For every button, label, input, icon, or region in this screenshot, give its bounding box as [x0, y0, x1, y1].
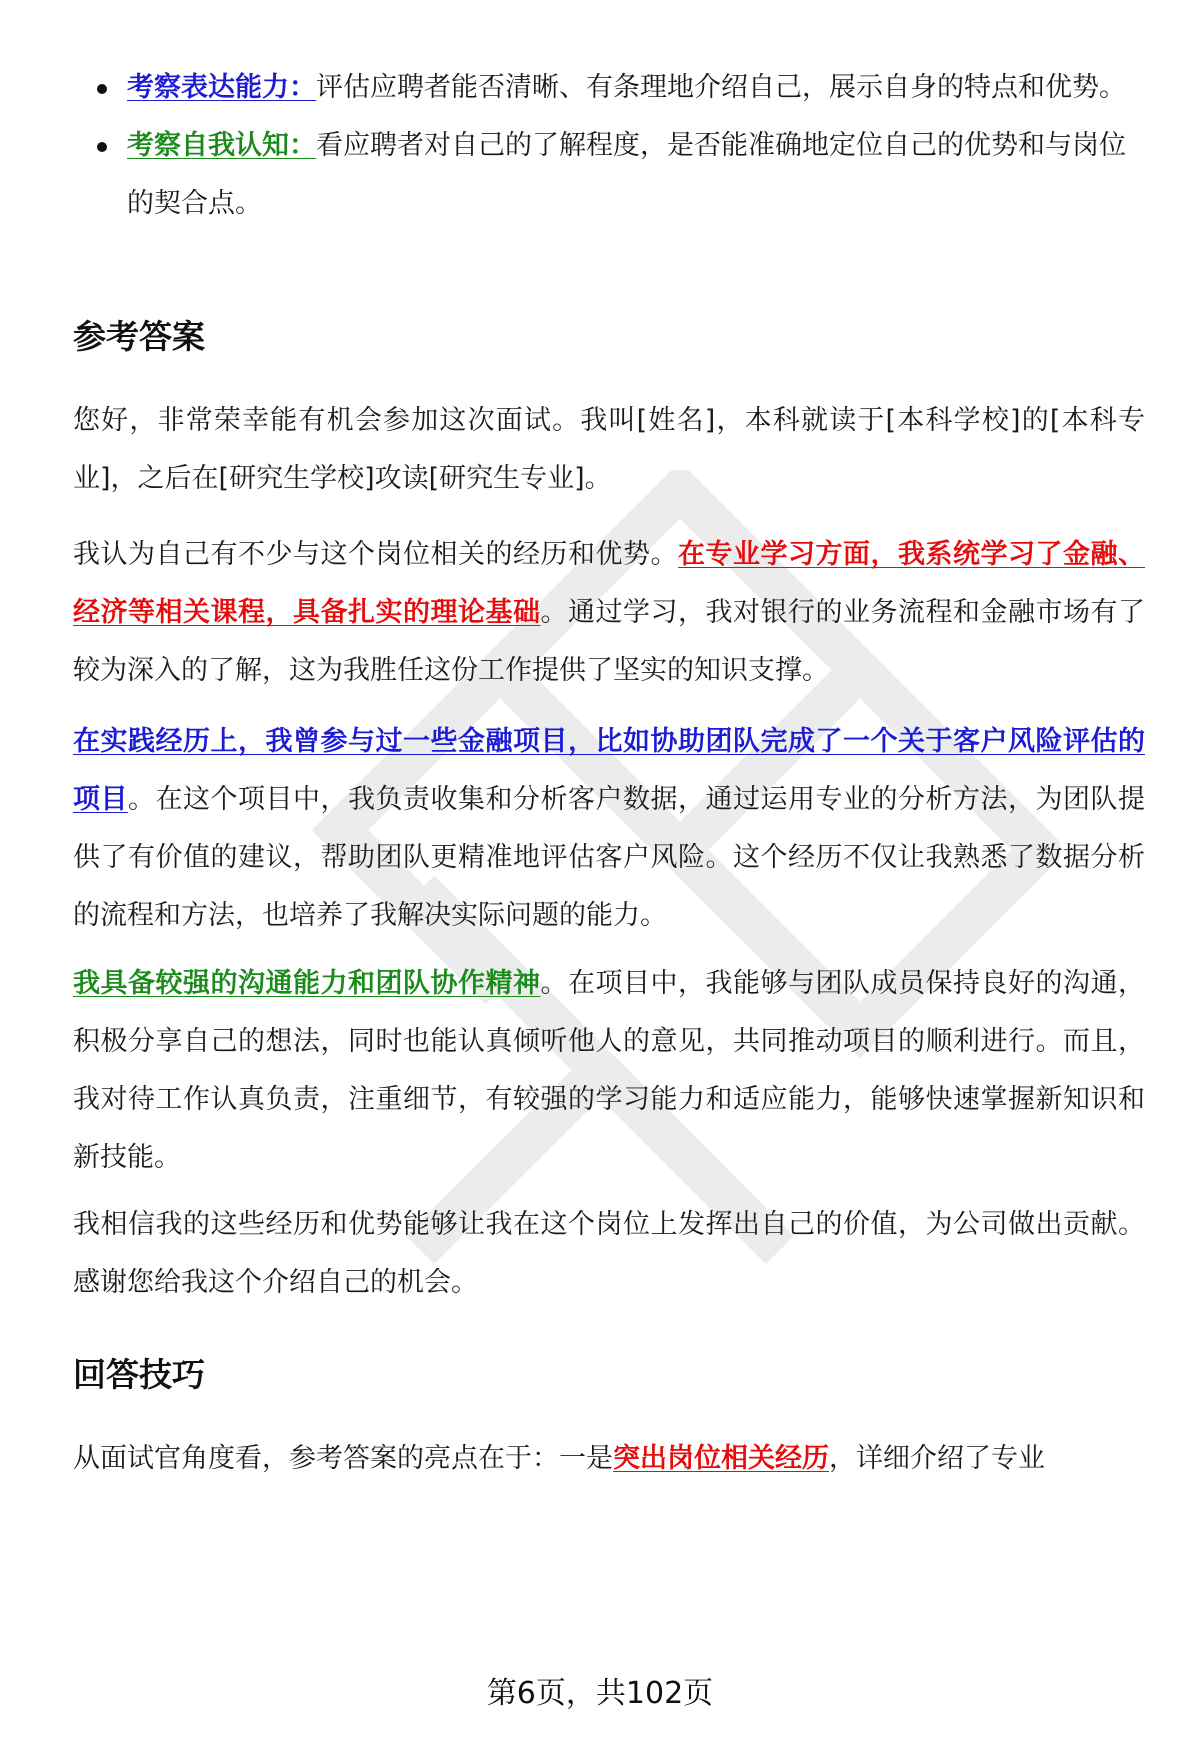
highlight-relevant-experience: 突出岗位相关经历: [613, 1443, 829, 1474]
answer-paragraph-study: [73, 526, 1145, 700]
evaluation-points-list: [97, 59, 1147, 233]
paragraph-text: 。在项目中，我能够与团队成员保持良好的沟通，积极分享自己的想法，同时也能认真倾听他人的意见，共同推动项目的顺利进行。而且，我对待工作认真负责，注重细节，有较强的学习能力和适应能力，能够快速掌握新知识和新技能。: [73, 968, 1145, 1173]
bullet-text: 看应聘者对自己的了解程度，是否能准确地定位自己的优势和与岗位的契合点。: [127, 130, 1126, 219]
paragraph-text: 从面试官角度看，参考答案的亮点在于：一是: [73, 1443, 613, 1474]
paragraph-text: 。通过学习，我对银行的业务流程和金融市场有了较为深入的了解，这为我胜任这份工作提供了坚实的知识支撑。: [73, 597, 1145, 686]
list-item: [97, 59, 1147, 117]
section-heading-answer-tips: 回答技巧: [73, 1355, 205, 1394]
paragraph-text: ，详细介绍了专业: [829, 1443, 1045, 1474]
bullet-icon: [97, 142, 107, 152]
tips-paragraph: [73, 1430, 1145, 1488]
highlight-study: 在专业学习方面，我系统学习了金融、经济等相关课程，具备扎实的理论基础: [73, 539, 1145, 628]
highlight-practice: 在实践经历上，我曾参与过一些金融项目，比如协助团队完成了一个关于客户风险评估的项目: [73, 726, 1145, 815]
answer-paragraph-practice: [73, 713, 1145, 945]
bullet-label-self-awareness: 考察自我认知：: [127, 130, 316, 161]
bullet-icon: [97, 84, 107, 94]
answer-paragraph-intro: 您好，非常荣幸能有机会参加这次面试。我叫[姓名]，本科就读于[本科学校]的[本科专业]，之后在[研究生学校]攻读[研究生专业]。: [73, 405, 1145, 494]
page-number: 第6页，共102页: [486, 1676, 714, 1711]
bullet-text: 评估应聘者能否清晰、有条理地介绍自己，展示自身的特点和优势。: [316, 72, 1126, 103]
paragraph-text: 我认为自己有不少与这个岗位相关的经历和优势。: [73, 539, 678, 570]
bullet-label-expression: 考察表达能力：: [127, 72, 316, 103]
list-item: [97, 117, 1147, 233]
paragraph-text: 。在这个项目中，我负责收集和分析客户数据，通过运用专业的分析方法，为团队提供了有价值的建议，帮助团队更精准地评估客户风险。这个经历不仅让我熟悉了数据分析的流程和方法，也培养了我解决实际问题的能力。: [73, 784, 1145, 931]
section-heading-reference-answer: 参考答案: [73, 317, 205, 356]
highlight-teamwork: 我具备较强的沟通能力和团队协作精神: [73, 968, 541, 999]
answer-paragraph-closing: 我相信我的这些经历和优势能够让我在这个岗位上发挥出自己的价值，为公司做出贡献。感谢您给我这个介绍自己的机会。: [73, 1209, 1145, 1298]
answer-paragraph-teamwork: [73, 955, 1145, 1187]
